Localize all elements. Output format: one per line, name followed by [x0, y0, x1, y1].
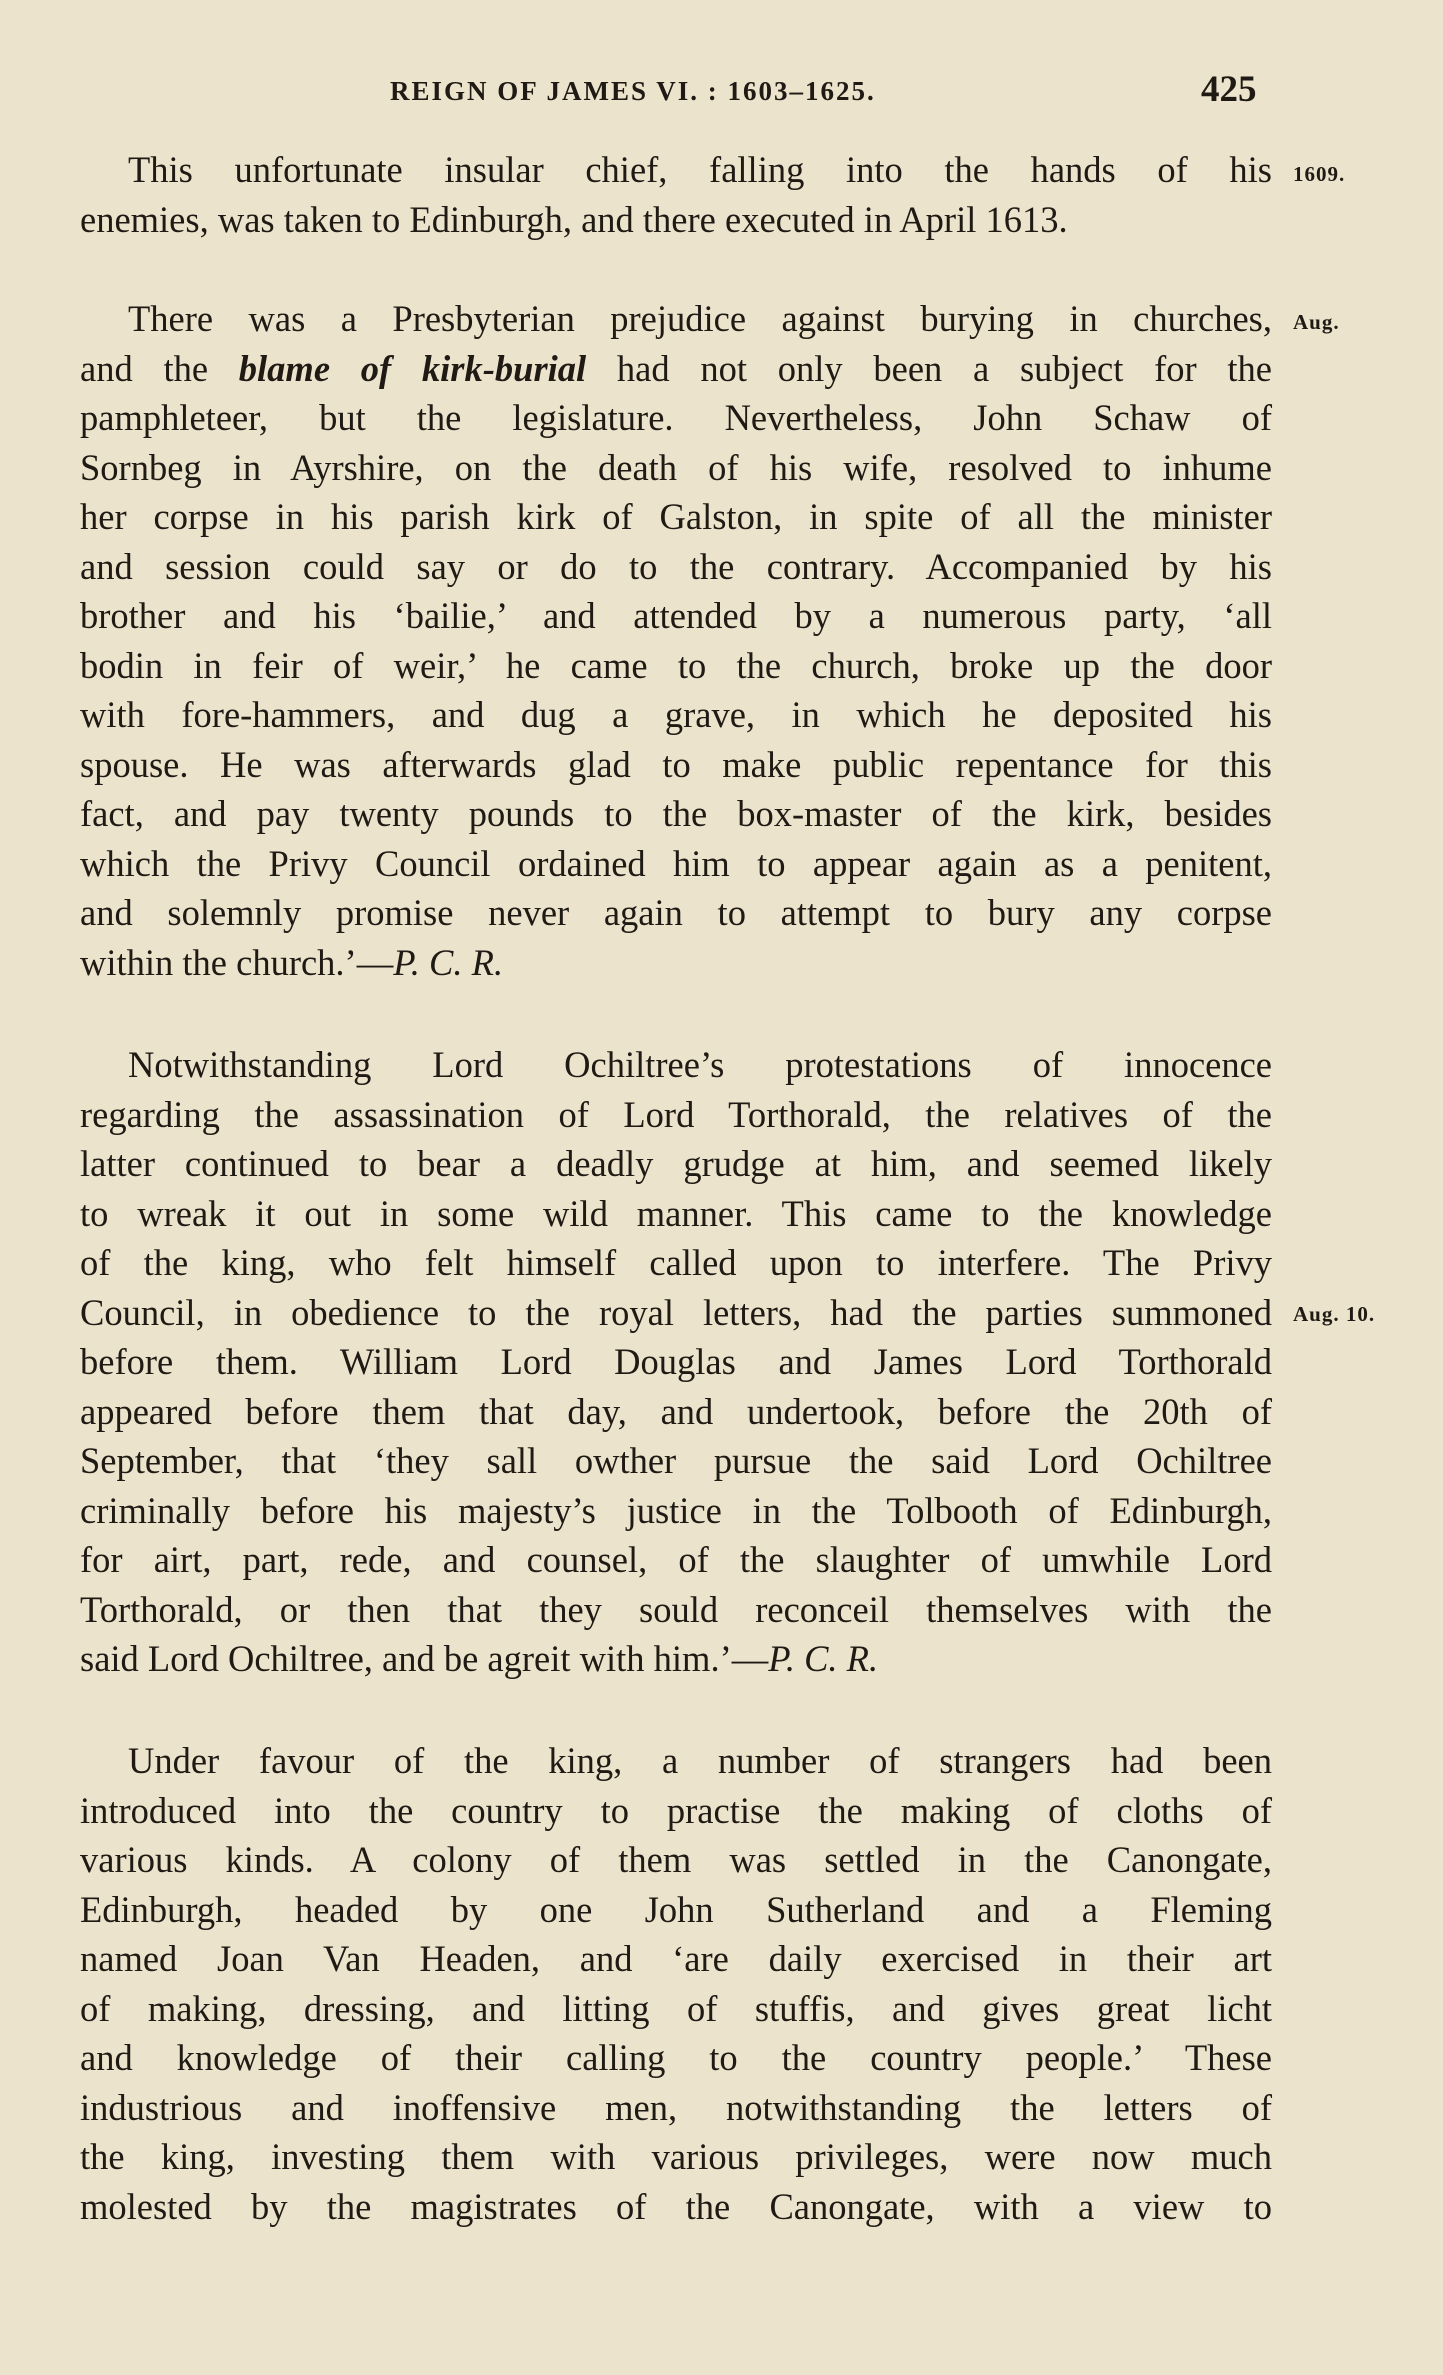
paragraph-2 [80, 294, 1272, 987]
text-line: various kinds. A colony of them was settled in the Canongate, [80, 1839, 1272, 1880]
paragraph-1 [80, 145, 1272, 244]
margin-note-aug: Aug. [1293, 310, 1340, 334]
margin-note-year: 1609. [1293, 162, 1346, 186]
text-line: introduced into the country to practise the making of cloths of [80, 1789, 1272, 1831]
running-title: REIGN OF JAMES VI. : 1603–1625. [390, 76, 876, 106]
text-line: September, that ‘they sall owther pursue the said Lord Ochiltree [80, 1440, 1272, 1481]
text-line: the king, investing them with various privileges, were now much [80, 2136, 1272, 2177]
text-line: of the king, who felt himself called upon to interfere. The Privy [80, 1242, 1272, 1283]
text-line: Under favour of the king, a number of strangers had been [128, 1740, 1272, 1781]
text-line: and session could say or do to the contrary. Accompanied by his [80, 545, 1272, 587]
text-line: latter continued to bear a deadly grudge at him, and seemed likely [80, 1143, 1272, 1184]
text-line: brother and his ‘bailie,’ and attended by a numerous party, ‘all [80, 595, 1272, 636]
text-line: spouse. He was afterwards glad to make public repentance for this [80, 743, 1272, 785]
text-line: and solemnly promise never again to attempt to bury any corpse [80, 892, 1272, 933]
text-line: regarding the assassination of Lord Torthorald, the relatives of the [80, 1093, 1272, 1135]
paragraph-3 [80, 1040, 1272, 1684]
text-line: Sornbeg in Ayrshire, on the death of his wife, resolved to inhume [80, 446, 1272, 488]
text-line: pamphleteer, but the legislature. Nevertheless, John Schaw of [80, 397, 1272, 438]
text-line: for airt, part, rede, and counsel, of the slaughter of umwhile Lord [80, 1539, 1272, 1580]
text-line: industrious and inoffensive men, notwithstanding the letters of [80, 2086, 1272, 2128]
text-line: of making, dressing, and litting of stuffis, and gives great licht [80, 1987, 1272, 2029]
text-line: and the blame of kirk-burial had not only been a subject for the [80, 347, 1272, 389]
text-line: There was a Presbyterian prejudice against burying in churches, [128, 298, 1272, 339]
text-line: before them. William Lord Douglas and James Lord Torthorald [80, 1341, 1272, 1382]
text-line: Edinburgh, headed by one John Sutherland and a Fleming [80, 1888, 1272, 1930]
text-line: which the Privy Council ordained him to appear again as a penitent, [80, 842, 1272, 884]
page-number: 425 [1201, 69, 1257, 110]
text-line: named Joan Van Headen, and ‘are daily exercised in their art [80, 1938, 1272, 1979]
text-line: Torthorald, or then that they sould reconceil themselves with the [80, 1588, 1272, 1630]
text-line: and knowledge of their calling to the country people.’ These [80, 2037, 1272, 2078]
text-line: said Lord Ochiltree, and be agreit with him.’—P. C. R. [80, 1638, 879, 1679]
text-line: to wreak it out in some wild manner. This came to the knowledge [80, 1192, 1272, 1234]
text-line: Council, in obedience to the royal letters, had the parties summoned [80, 1291, 1272, 1333]
text-line: with fore-hammers, and dug a grave, in which he deposited his [80, 694, 1272, 735]
text-line: Notwithstanding Lord Ochiltree’s protestations of innocence [128, 1044, 1272, 1085]
text-line: criminally before his majesty’s justice in the Tolbooth of Edinburgh, [80, 1489, 1272, 1531]
text-line: her corpse in his parish kirk of Galston, in spite of all the minister [80, 496, 1272, 537]
text-line: This unfortunate insular chief, falling into the hands of his [128, 149, 1272, 190]
margin-note-aug-10: Aug. 10. [1293, 1302, 1376, 1326]
paragraph-4 [80, 1736, 1272, 2231]
text-line: bodin in feir of weir,’ he came to the church, broke up the door [80, 644, 1272, 686]
text-line: fact, and pay twenty pounds to the box-master of the kirk, besides [80, 793, 1272, 834]
text-line: molested by the magistrates of the Canongate, with a view to [80, 2185, 1272, 2227]
text-line: within the church.’—P. C. R. [80, 941, 504, 983]
text-line: appeared before them that day, and undertook, before the 20th of [80, 1390, 1272, 1432]
text-line: enemies, was taken to Edinburgh, and there executed in April 1613. [80, 198, 1068, 240]
